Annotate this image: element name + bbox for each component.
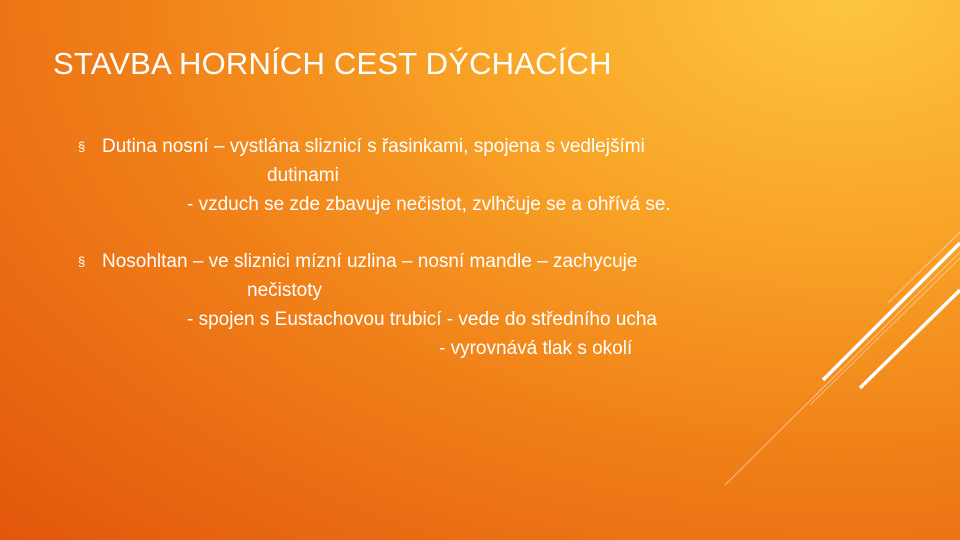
bullet-marker: § xyxy=(78,139,86,154)
bullet-line: - spojen s Eustachovou trubicí - vede do středního ucha xyxy=(187,309,657,330)
slide-title: STAVBA HORNÍCH CEST DÝCHACÍCH xyxy=(53,46,612,81)
bullet-line: Nosohltan – ve sliznici mízní uzlina – nosní mandle – zachycuje xyxy=(102,251,638,272)
bullet-marker: § xyxy=(78,254,86,269)
bullet-nasopharynx xyxy=(78,247,838,363)
bullet-line: - vyrovnává tlak s okolí xyxy=(439,338,633,359)
bullet-line: - vzduch se zde zbavuje nečistot, zvlhčuje se a ohřívá se. xyxy=(187,194,671,215)
decor-line-thin-1 xyxy=(888,232,960,303)
bullet-nasal-cavity xyxy=(78,132,838,219)
bullet-line: Dutina nosní – vystlána sliznicí s řasinkami, spojena s vedlejšími xyxy=(102,136,645,157)
bullet-line: dutinami xyxy=(267,165,339,186)
bullet-line: nečistoty xyxy=(247,280,322,301)
decor-line-thick-2 xyxy=(860,290,960,388)
